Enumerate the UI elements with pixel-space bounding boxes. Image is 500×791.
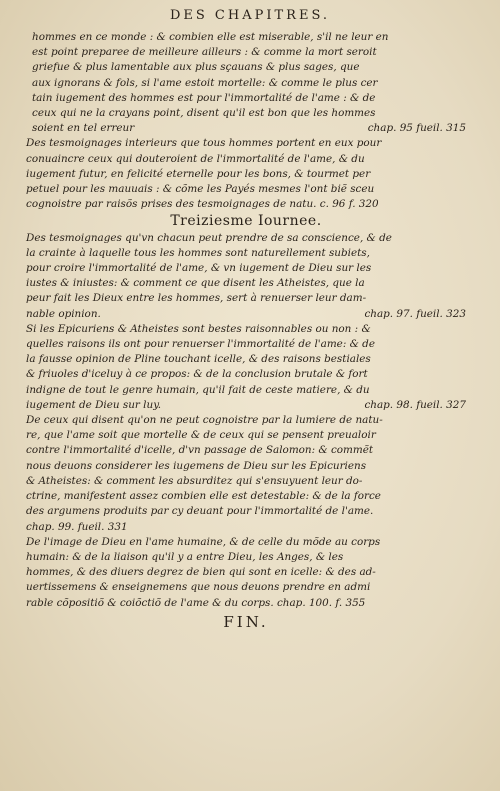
chapter-entry-97 bbox=[26, 231, 466, 322]
entry-line: re, que l'ame soit que mortelle & de ceux qui se pensent preualoir bbox=[26, 429, 376, 442]
entry-line-text: soient en tel erreur bbox=[32, 122, 135, 135]
entry-line: contre l'immortalité d'icelle, d'vn passage de Salomon: & commẽt bbox=[26, 444, 374, 457]
entry-line: conuaincre ceux qui douteroient de l'immortalité de l'ame, & du bbox=[26, 152, 365, 165]
entry-line: la crainte à laquelle tous les hommes sont naturellement subiets, bbox=[26, 246, 370, 259]
entry-line: hommes en ce monde : & combien elle est miserable, s'il ne leur en bbox=[32, 31, 389, 43]
entry-line: De l'image de Dieu en l'ame humaine, & de celle du mõde au corps bbox=[26, 535, 381, 548]
entry-line: nous deuons considerer les iugemens de Dieu sur les Epicuriens bbox=[26, 459, 367, 472]
entry-line: petuel pour les mauuais : & cõme les Payés mesmes l'ont biẽ sceu bbox=[26, 183, 375, 196]
fin-marker: FIN. bbox=[223, 612, 269, 631]
entry-line: quelles raisons ils ont pour renuerser l'immortalité de l'ame: & de bbox=[26, 338, 375, 351]
entry-line: peur fait les Dieux entre les hommes, sert à renuerser leur dam- bbox=[26, 292, 367, 305]
entry-line: est point preparee de meilleure ailleurs : & comme la mort seroit bbox=[32, 46, 377, 59]
entry-line: hommes, & des diuers degrez de bien qui sont en icelle: & des ad- bbox=[26, 566, 376, 579]
entry-last-line bbox=[26, 398, 466, 413]
table-of-chapters-text bbox=[26, 30, 466, 630]
chapter-entry-96 bbox=[26, 136, 466, 212]
entry-line: & Atheistes: & comment les absurditez qui s'ensuyuent leur do- bbox=[26, 474, 363, 487]
entry-line: humain: & de la liaison qu'il y a entre Dieu, les Anges, & les bbox=[26, 550, 344, 563]
chapter-entry-98 bbox=[26, 322, 466, 413]
entry-line: ctrine, manifestent assez combien elle est detestable: & de la force bbox=[26, 490, 381, 503]
entry-line: chap. 99. fueil. 331 bbox=[26, 520, 128, 533]
entry-line: aux ignorans & fols, si l'ame estoit mortelle: & comme le plus cer bbox=[32, 76, 378, 89]
entry-last-line bbox=[32, 121, 466, 136]
section-heading: Treiziesme Iournee. bbox=[170, 213, 322, 230]
entry-line: Des tesmoignages qu'vn chacun peut prendre de sa conscience, & de bbox=[26, 231, 392, 244]
entry-line: Si les Epicuriens & Atheistes sont bestes raisonnables ou non : & bbox=[26, 322, 371, 335]
entry-line: & friuoles d'iceluy à ce propos: & de la conclusion brutale & fort bbox=[26, 368, 368, 381]
entry-line: des argumens produits par cy deuant pour l'immortalité de l'ame. bbox=[26, 505, 374, 518]
entry-line: tain iugement des hommes est pour l'immortalité de l'ame : & de bbox=[32, 91, 376, 104]
entry-line: iustes & iniustes: & comment ce que disent les Atheistes, que la bbox=[26, 277, 365, 290]
entry-line: Des tesmoignages interieurs que tous hommes portent en eux pour bbox=[26, 137, 382, 150]
entry-line-text: iugement de Dieu sur luy. bbox=[26, 398, 161, 411]
entry-line: la fausse opinion de Pline touchant icelle, & des raisons bestiales bbox=[26, 353, 371, 366]
entry-line: pour croire l'immortalité de l'ame, & vn iugement de Dieu sur les bbox=[26, 262, 372, 275]
chapter-entry-100 bbox=[26, 535, 466, 611]
entry-last-line bbox=[26, 307, 466, 322]
chapter-reference: chap. 97. fueil. 323 bbox=[364, 307, 466, 320]
chapter-entry-99 bbox=[26, 413, 466, 535]
entry-line: griefue & plus lamentable aux plus sçauans & plus sages, que bbox=[32, 61, 360, 74]
entry-line: indigne de tout le genre humain, qu'il fait de ceste matiere, & du bbox=[26, 383, 370, 396]
entry-line-text: nable opinion. bbox=[26, 307, 101, 320]
chapter-reference: chap. 98. fueil. 327 bbox=[364, 398, 466, 411]
entry-line: De ceux qui disent qu'on ne peut cognoistre par la lumiere de natu- bbox=[26, 414, 383, 427]
entry-line: iugement futur, en felicité eternelle pour les bons, & tourmet per bbox=[26, 167, 371, 180]
chapter-reference: chap. 95 fueil. 315 bbox=[367, 122, 466, 135]
running-head: DES CHAPITRES. bbox=[169, 8, 331, 23]
chapter-entry-95 bbox=[26, 30, 466, 136]
entry-line: uertissemens & enseignemens que nous deuons prendre en admi bbox=[26, 581, 371, 594]
entry-line: ceux qui ne la crayans point, disent qu'il est bon que les hommes bbox=[32, 107, 376, 120]
entry-line: cognoistre par raisõs prises des tesmoignages de natu. c. 96 f. 320 bbox=[26, 198, 379, 211]
entry-line: rable cõpositiõ & coiõctiõ de l'ame & du corps. chap. 100. f. 355 bbox=[26, 596, 366, 609]
